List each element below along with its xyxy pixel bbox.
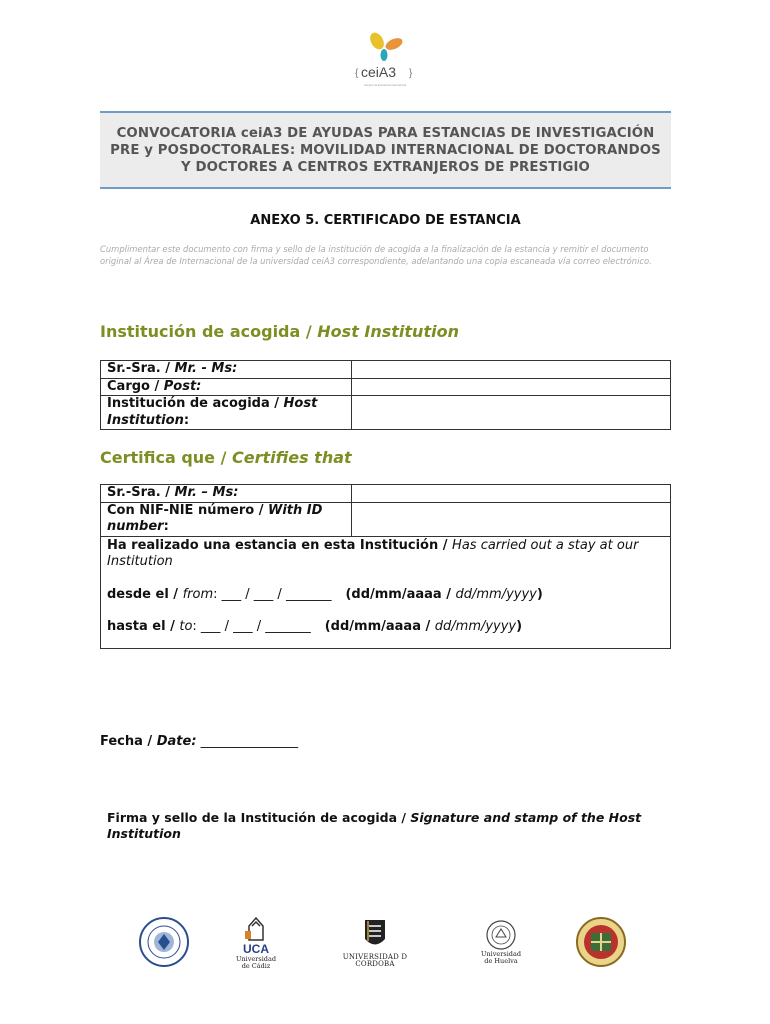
banner-line-3: Y DOCTORES A CENTROS EXTRANJEROS DE PRESTIGIO — [181, 159, 590, 175]
call-banner — [100, 111, 671, 189]
uca-emblem-icon — [241, 914, 271, 942]
host-name-field[interactable] — [351, 361, 670, 379]
from-date-line[interactable]: desde el / from: ___ / ___ / _______ (dd/mm/aaaa / dd/mm/yyyy) — [107, 586, 543, 602]
host-name-label: Sr.-Sra. / Mr. - Ms: — [101, 361, 352, 379]
host-institution-label: Institución de acogida / Host Institution: — [101, 396, 352, 430]
table-row — [101, 536, 671, 648]
university-seal-1-icon — [136, 912, 192, 972]
university-logos — [0, 912, 770, 972]
annex-title: ANEXO 5. CERTIFICADO DE ESTANCIA — [250, 213, 521, 228]
to-date-line[interactable]: hasta el / to: ___ / ___ / _______ (dd/mm/aaaa / dd/mm/yyyy) — [107, 619, 523, 634]
table-row — [101, 502, 671, 536]
uca-logo — [228, 912, 284, 972]
researcher-name-field[interactable] — [351, 485, 670, 503]
logo-name: ceiA3 — [361, 64, 397, 80]
ceia3-logo-graphic — [350, 28, 420, 98]
host-post-field[interactable] — [351, 378, 670, 396]
stay-statement-cell — [101, 536, 671, 648]
id-number-field[interactable] — [351, 502, 670, 536]
cordoba-logo — [330, 912, 420, 972]
banner-line-1: CONVOCATORIA ceiA3 DE AYUDAS PARA ESTANCIAS DE INVESTIGACIÓN — [116, 125, 655, 141]
huelva-caption: Universidad de Huelva — [481, 950, 521, 965]
host-section-heading: Institución de acogida / Host Institution — [100, 322, 459, 341]
host-post-label: Cargo / Post: — [101, 378, 352, 396]
table-row — [101, 378, 671, 396]
ceia3-logo — [350, 28, 420, 98]
host-institution-field[interactable] — [351, 396, 670, 430]
id-number-label: Con NIF-NIE número / With ID number: — [101, 502, 352, 536]
banner-line-2: PRE y POSDOCTORALES: MOVILIDAD INTERNACIONAL DE DOCTORANDOS — [110, 142, 661, 158]
certifies-table — [100, 484, 671, 649]
signature-label: Firma y sello de la Institución de acogida / Signature and stamp of the Host Institution — [107, 810, 642, 841]
university-seal-2-icon — [570, 912, 632, 972]
uca-caption: Universidad de Cádiz — [236, 955, 276, 970]
cordoba-emblem-icon — [362, 917, 388, 951]
date-field[interactable]: Fecha / Date: _______________ — [100, 734, 299, 749]
svg-text:}: } — [409, 68, 413, 79]
instructions: Cumplimentar este documento con firma y sello de la institución de acogida a la finalización de la estancia y remitir el documento original al Área de Internacional de la universidad ceiA3 correspondiente, adelantando una copia escaneada vía correo electrónico. — [100, 244, 652, 266]
banner-text — [110, 125, 661, 176]
huelva-seal-icon — [485, 919, 517, 951]
stay-statement: Ha realizado una estancia en esta Institución / Has carried out a stay at our Institution — [107, 537, 639, 569]
researcher-name-label: Sr.-Sra. / Mr. – Ms: — [101, 485, 352, 503]
logo-tagline: Campus de Excelencia Internacional — [363, 84, 407, 87]
huelva-logo — [478, 912, 524, 972]
table-row — [101, 361, 671, 379]
table-row — [101, 485, 671, 503]
table-row — [101, 396, 671, 430]
certifies-section-heading: Certifica que / Certifies that — [100, 448, 352, 467]
svg-text:{: { — [355, 68, 359, 79]
host-institution-table — [100, 360, 671, 430]
cordoba-caption: UNIVERSIDAD D CORDOBA — [342, 952, 408, 968]
uca-text: UCA — [243, 942, 269, 956]
